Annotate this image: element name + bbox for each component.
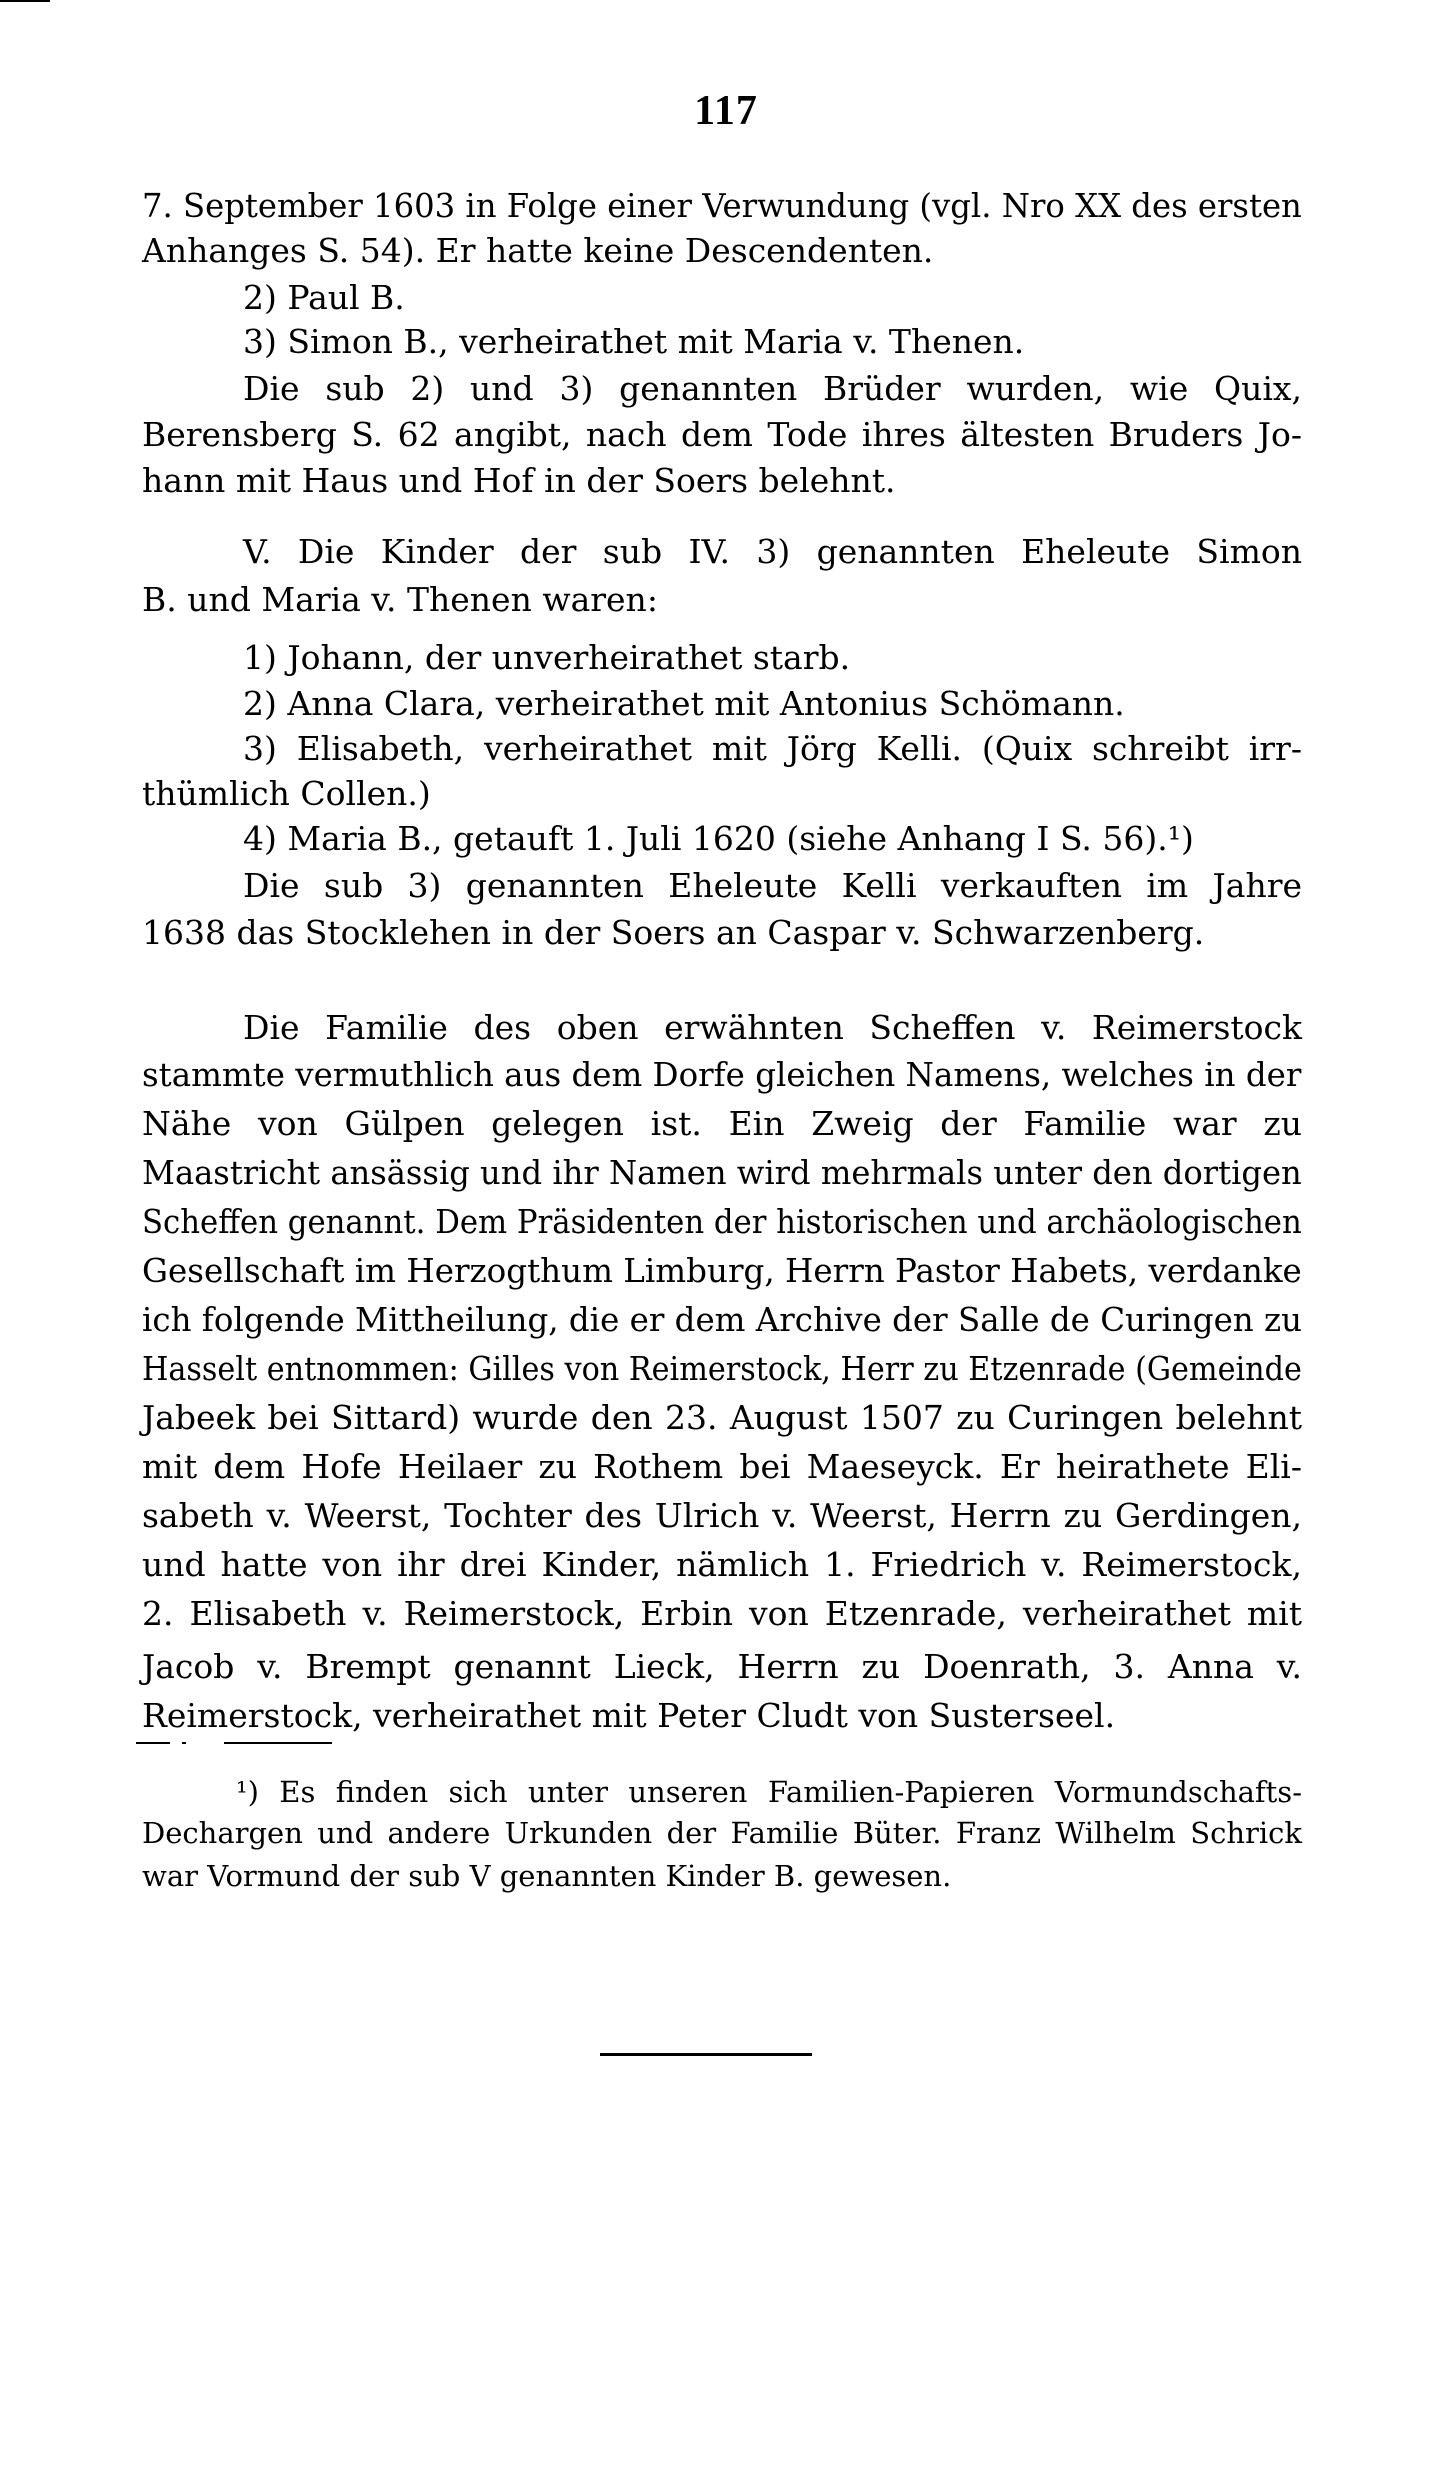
text-line: 7. September 1603 in Folge einer Verwundung (vgl. Nro XX des ersten — [142, 186, 1302, 225]
list-item-simon: 3) Simon B., verheirathet mit Maria v. Thenen. — [243, 322, 1025, 361]
text-line: 2. Elisabeth v. Reimerstock, Erbin von Etzenrade, verheirathet mit — [142, 1594, 1302, 1633]
text-line: B. und Maria v. Thenen waren: — [142, 580, 658, 619]
text-line: thümlich Collen.) — [142, 774, 431, 813]
list-item-elisabeth: 3) Elisabeth, verheirathet mit Jörg Kelli. (Quix schreibt irr- — [243, 729, 1302, 768]
text-line: Die sub 2) und 3) genannten Brüder wurden, wie Quix, — [243, 369, 1302, 408]
footnote-separator — [136, 1742, 332, 1744]
text-line: 1638 das Stocklehen in der Soers an Caspar v. Schwarzenberg. — [142, 913, 1205, 952]
text-line: Anhanges S. 54). Er hatte keine Descendenten. — [142, 231, 934, 270]
text-line: Jabeek bei Sittard) wurde den 23. August 1507 zu Curingen belehnt — [142, 1398, 1302, 1437]
list-item-anna-clara: 2) Anna Clara, verheirathet mit Antonius Schömann. — [243, 684, 1125, 723]
footnote-line: Dechargen und andere Urkunden der Familie Büter. Franz Wilhelm Schrick — [142, 1816, 1302, 1850]
text-line: ich folgende Mittheilung, die er dem Archive der Salle de Curingen zu — [142, 1300, 1303, 1339]
footnote-line: war Vormund der sub V genannten Kinder B. gewesen. — [142, 1859, 952, 1893]
section-heading-v: V. Die Kinder der sub IV. 3) genannten Eheleute Simon — [243, 532, 1302, 571]
text-line: sabeth v. Weerst, Tochter des Ulrich v. Weerst, Herrn zu Gerdingen, — [142, 1496, 1302, 1535]
text-line: und hatte von ihr drei Kinder, nämlich 1. Friedrich v. Reimerstock, — [142, 1545, 1302, 1584]
text-line: Nähe von Gülpen gelegen ist. Ein Zweig der Familie war zu — [142, 1104, 1302, 1143]
text-line: Die Familie des oben erwähnten Scheffen v. Reimerstock — [243, 1008, 1302, 1047]
text-line: Gesellschaft im Herzogthum Limburg, Herrn Pastor Habets, verdanke — [142, 1251, 1302, 1290]
list-item-johann: 1) Johann, der unverheirathet starb. — [243, 638, 851, 677]
page-number: 117 — [694, 88, 758, 134]
text-line: Berensberg S. 62 angibt, nach dem Tode ihres ältesten Bruders Jo- — [142, 415, 1302, 454]
text-line: Reimerstock, verheirathet mit Peter Cludt von Susterseel. — [142, 1696, 1116, 1735]
text-line: stammte vermuthlich aus dem Dorfe gleichen Namens, welches in der — [142, 1055, 1302, 1094]
footnote-line: ¹) Es finden sich unter unseren Familien-Papieren Vormundschafts- — [236, 1775, 1302, 1809]
text-line: hann mit Haus und Hof in der Soers belehnt. — [142, 461, 896, 500]
list-item-maria: 4) Maria B., getauft 1. Juli 1620 (siehe Anhang I S. 56).¹) — [243, 819, 1194, 858]
scan-artifact-mark — [0, 0, 50, 2]
text-line: Hasselt entnommen: Gilles von Reimerstock, Herr zu Etzenrade (Gemeinde — [142, 1349, 1302, 1388]
list-item-paul: 2) Paul B. — [243, 278, 405, 317]
end-of-page-rule — [600, 2053, 812, 2056]
text-line: mit dem Hofe Heilaer zu Rothem bei Maeseyck. Er heirathete Eli- — [142, 1447, 1302, 1486]
text-line: Die sub 3) genannten Eheleute Kelli verkauften im Jahre — [243, 866, 1302, 905]
text-line: Scheffen genannt. Dem Präsidenten der historischen und archäologischen — [142, 1202, 1302, 1241]
text-line: Jacob v. Brempt genannt Lieck, Herrn zu Doenrath, 3. Anna v. — [142, 1647, 1302, 1686]
text-line: Maastricht ansässig und ihr Namen wird mehrmals unter den dortigen — [142, 1153, 1302, 1192]
